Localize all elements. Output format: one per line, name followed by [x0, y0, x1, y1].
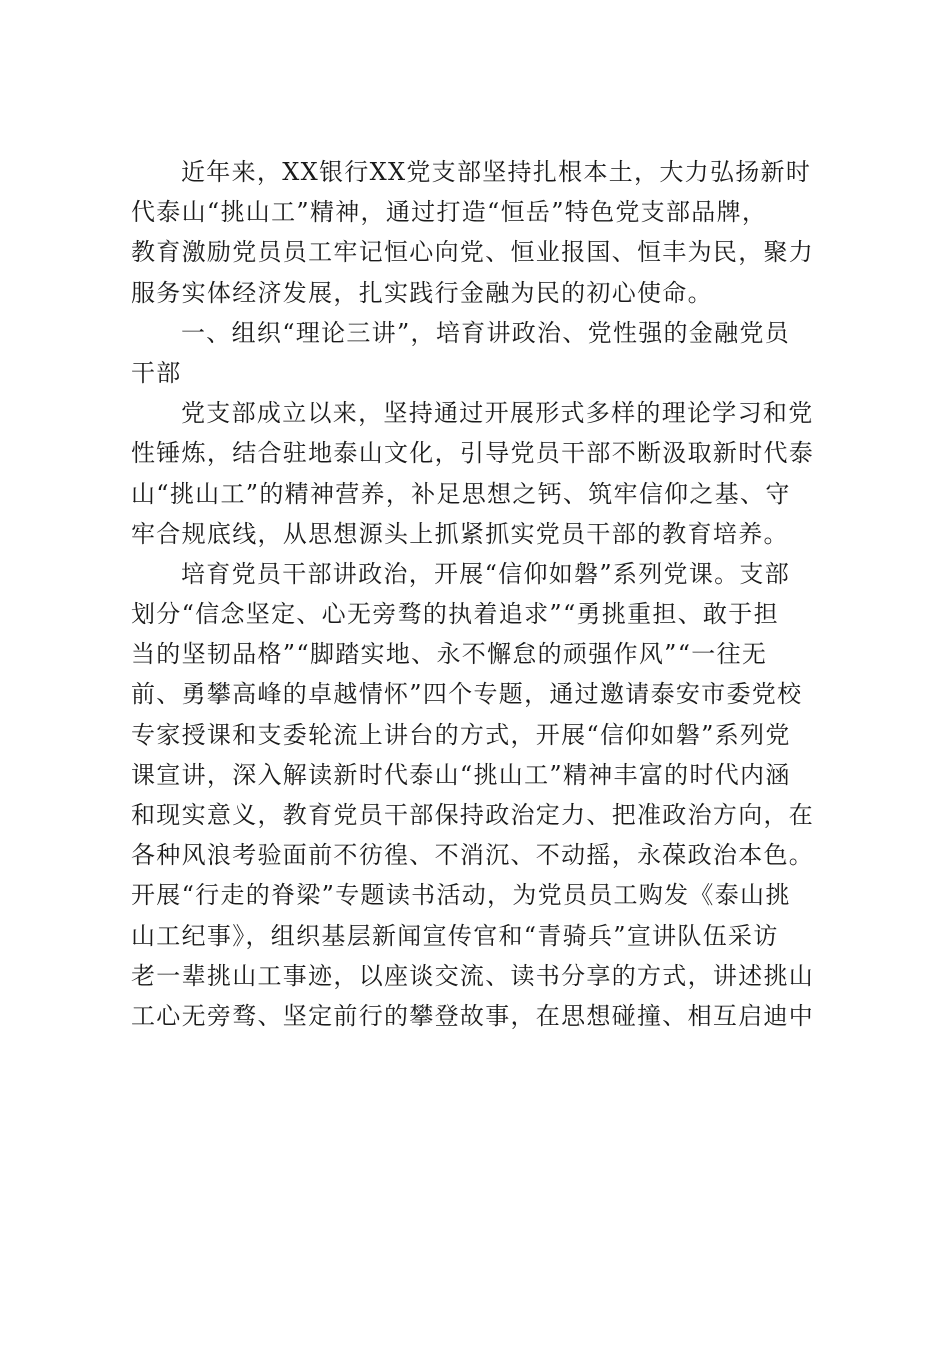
paragraph-line: 各种风浪考验面前不彷徨、不消沉、不动摇，永葆政治本色。 [131, 841, 815, 870]
intro-paragraph [131, 152, 821, 313]
paragraph-line: 开展“行走的脊梁”专题读书活动，为党员员工购发《泰山挑 [131, 881, 791, 910]
paragraph-line: 近年来，XX银行XX党支部坚持扎根本土，大力弘扬新时 [181, 158, 812, 186]
paragraph-line: 服务实体经济发展，扎实践行金融为民的初心使命。 [131, 278, 713, 307]
paragraph-line: 教育激励党员员工牢记恒心向党、恒业报国、恒丰为民，聚力 [131, 238, 815, 267]
paragraph-line: 前、勇攀高峰的卓越情怀”四个专题，通过邀请泰安市委党校 [131, 680, 803, 709]
paragraph-line: 党支部成立以来，坚持通过开展形式多样的理论学习和党 [181, 399, 814, 428]
paragraph-line: 培育党员干部讲政治，开展“信仰如磐”系列党课。支部 [181, 559, 791, 588]
paragraph-line: 老一辈挑山工事迹，以座谈交流、读书分享的方式，讲述挑山 [131, 961, 815, 990]
heading-line: 一、组织“理论三讲”，培育讲政治、党性强的金融党员 [181, 318, 791, 347]
paragraph-line: 工心无旁骛、坚定前行的攀登故事，在思想碰撞、相互启迪中 [131, 1001, 815, 1030]
party-lecture-paragraph [131, 554, 821, 1036]
paragraph-line: 当的坚韧品格”“脚踏实地、永不懈怠的顽强作风”“一往无 [131, 640, 768, 669]
paragraph-line: 山工纪事》，组织基层新闻宣传官和“青骑兵”宣讲队伍采访 [131, 921, 779, 950]
paragraph-line: 课宣讲，深入解读新时代泰山“挑山工”精神丰富的时代内涵 [131, 760, 791, 789]
paragraph-line: 划分“信念坚定、心无旁骛的执着追求”“勇挑重担、敢于担 [131, 600, 779, 629]
paragraph-line: 牢合规底线，从思想源头上抓紧抓实党员干部的教育培养。 [131, 519, 789, 548]
paragraph-line: 山“挑山工”的精神营养，补足思想之钙、筑牢信仰之基、守 [131, 479, 791, 508]
section-paragraph [131, 393, 821, 554]
paragraph-line: 专家授课和支委轮流上讲台的方式，开展“信仰如磐”系列党 [131, 720, 791, 749]
paragraph-line: 性锤炼，结合驻地泰山文化，引导党员干部不断汲取新时代泰 [131, 439, 815, 468]
section-heading [131, 313, 821, 393]
document-body [131, 152, 821, 1036]
heading-line: 干部 [131, 358, 182, 387]
paragraph-line: 代泰山“挑山工”精神，通过打造“恒岳”特色党支部品牌， [131, 198, 768, 227]
paragraph-line: 和现实意义，教育党员干部保持政治定力、把准政治方向，在 [131, 801, 815, 829]
